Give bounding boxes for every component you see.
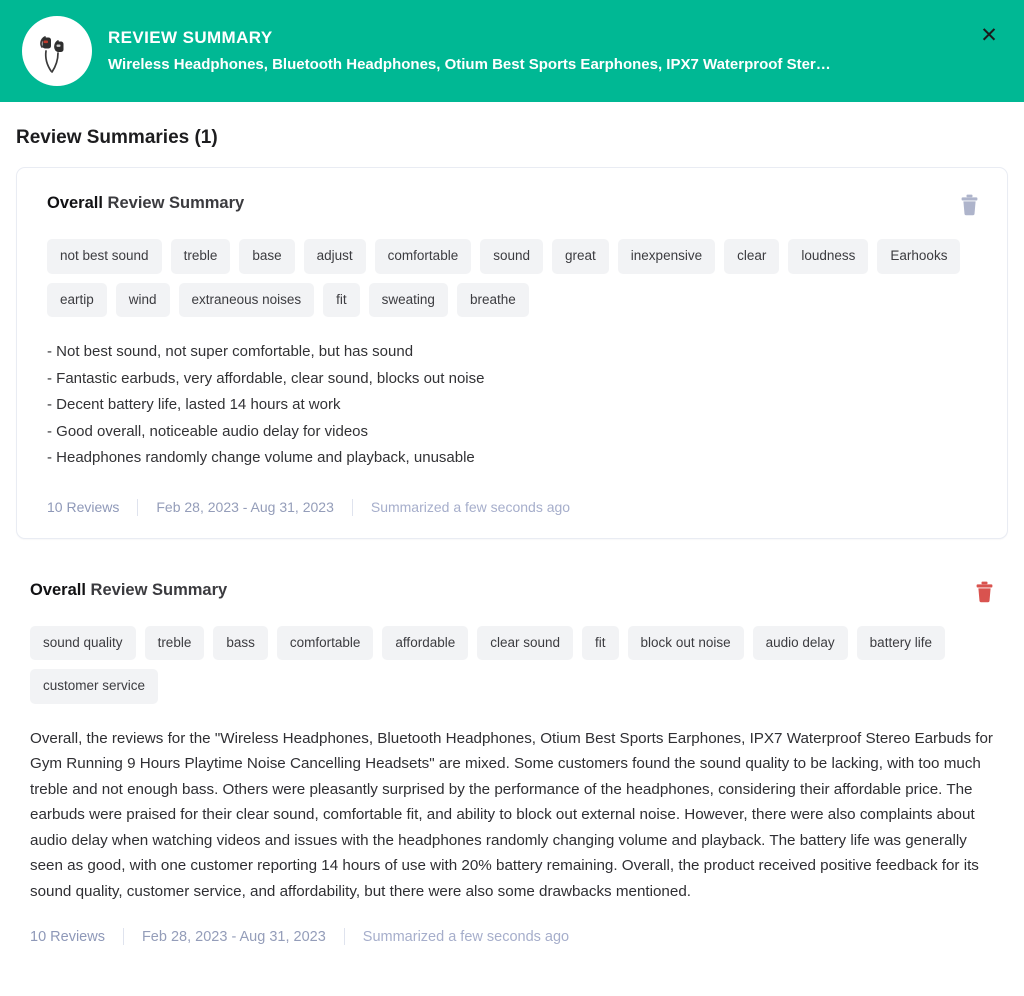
product-logo <box>22 16 92 86</box>
keyword-tag[interactable]: customer service <box>30 669 158 704</box>
keyword-tag-list <box>47 239 979 317</box>
keyword-tag[interactable]: sweating <box>369 283 448 318</box>
keyword-tag[interactable]: inexpensive <box>618 239 715 274</box>
keyword-tag[interactable]: extraneous noises <box>179 283 315 318</box>
meta-divider <box>123 928 124 945</box>
keyword-tag[interactable]: not best sound <box>47 239 162 274</box>
keyword-tag[interactable]: fit <box>582 626 619 661</box>
page-body <box>0 127 1024 951</box>
card-footer-meta <box>47 499 979 516</box>
keyword-tag[interactable]: great <box>552 239 609 274</box>
meta-divider <box>137 499 138 516</box>
summary-paragraph: Overall, the reviews for the "Wireless Headphones, Bluetooth Headphones, Otium Best Sports Earphones, IPX7 Waterproof Stereo Earbuds for Gym Running 9 Hours Playtime Noise Cancelling Headsets" are mixed. Some customers found the sound quality to be lacking, with too much treble and not enough bass. Others were pleasantly surprised by the performance of the headphones, considering their affordable price. The earbuds were praised for their clear sound, comfortable fit, and ability to block out external noise. However, there were also complaints about audio delay when watching videos and issues with the headphones randomly changing volume and playback. The battery life was generally seen as good, with one customer reporting 14 hours of use with 20% battery remaining. Overall, the product received positive feedback for its sound quality, customer service, and affordability, but there were also some drawbacks mentioned. <box>30 729 993 900</box>
keyword-tag[interactable]: block out noise <box>628 626 744 661</box>
date-range: Feb 28, 2023 - Aug 31, 2023 <box>141 928 326 945</box>
delete-summary-button[interactable] <box>960 194 979 216</box>
summary-bullet: - Good overall, noticeable audio delay for videos <box>47 422 369 440</box>
meta-divider <box>344 928 345 945</box>
keyword-tag[interactable]: battery life <box>857 626 945 661</box>
keyword-tag[interactable]: eartip <box>47 283 107 318</box>
trash-icon <box>960 194 979 216</box>
summary-bullet-list <box>47 339 979 472</box>
summarized-timestamp: Summarized a few seconds ago <box>370 499 571 515</box>
keyword-tag[interactable]: clear <box>724 239 779 274</box>
keyword-tag[interactable]: clear sound <box>477 626 573 661</box>
header-text-block <box>108 27 1008 76</box>
keyword-tag[interactable]: loudness <box>788 239 868 274</box>
keyword-tag[interactable]: audio delay <box>753 626 848 661</box>
date-range: Feb 28, 2023 - Aug 31, 2023 <box>156 499 334 515</box>
review-count: 10 Reviews <box>30 928 105 945</box>
keyword-tag-list <box>30 626 994 704</box>
close-icon[interactable]: ✕ <box>976 22 1002 48</box>
summary-bullet: - Fantastic earbuds, very affordable, clear sound, blocks out noise <box>47 369 485 387</box>
card-title-strong: Overall <box>30 580 86 599</box>
keyword-tag[interactable]: adjust <box>304 239 366 274</box>
keyword-tag[interactable]: Earhooks <box>877 239 960 274</box>
keyword-tag[interactable]: sound quality <box>30 626 136 661</box>
review-summary-card <box>16 167 1008 539</box>
review-summary-card <box>16 559 1008 952</box>
card-header <box>47 194 979 216</box>
page-title: REVIEW SUMMARY <box>108 27 273 47</box>
summary-bullet: - Decent battery life, lasted 14 hours at work <box>47 396 341 413</box>
summarized-timestamp: Summarized a few seconds ago <box>362 928 570 945</box>
keyword-tag[interactable]: comfortable <box>375 239 472 274</box>
earphones-icon <box>27 21 87 81</box>
keyword-tag[interactable]: treble <box>171 239 231 274</box>
keyword-tag[interactable]: base <box>239 239 294 274</box>
card-title-rest: Review Summary <box>85 580 228 599</box>
keyword-tag[interactable]: comfortable <box>277 626 374 661</box>
keyword-tag[interactable]: fit <box>323 283 360 318</box>
keyword-tag[interactable]: affordable <box>382 626 468 661</box>
card-title <box>30 581 227 601</box>
keyword-tag[interactable]: sound <box>480 239 543 274</box>
delete-summary-button[interactable] <box>975 581 994 603</box>
keyword-tag[interactable]: breathe <box>457 283 529 318</box>
app-header <box>0 0 1024 102</box>
summary-bullet: - Not best sound, not super comfortable, but has sound <box>47 343 414 360</box>
card-title-strong: Overall <box>47 194 103 212</box>
card-title <box>47 194 244 214</box>
card-title-rest: Review Summary <box>102 194 245 212</box>
card-footer-meta <box>30 928 994 945</box>
meta-divider <box>352 499 353 516</box>
product-name: Wireless Headphones, Bluetooth Headphones, Otium Best Sports Earphones, IPX7 Waterproof Ster… <box>108 55 831 73</box>
keyword-tag[interactable]: wind <box>116 283 170 318</box>
section-heading: Review Summaries (1) <box>16 127 218 148</box>
trash-icon <box>975 581 994 603</box>
review-count: 10 Reviews <box>47 499 120 515</box>
keyword-tag[interactable]: bass <box>213 626 268 661</box>
summary-bullet: - Headphones randomly change volume and playback, unusable <box>47 449 475 466</box>
card-header <box>30 581 994 603</box>
keyword-tag[interactable]: treble <box>145 626 205 661</box>
